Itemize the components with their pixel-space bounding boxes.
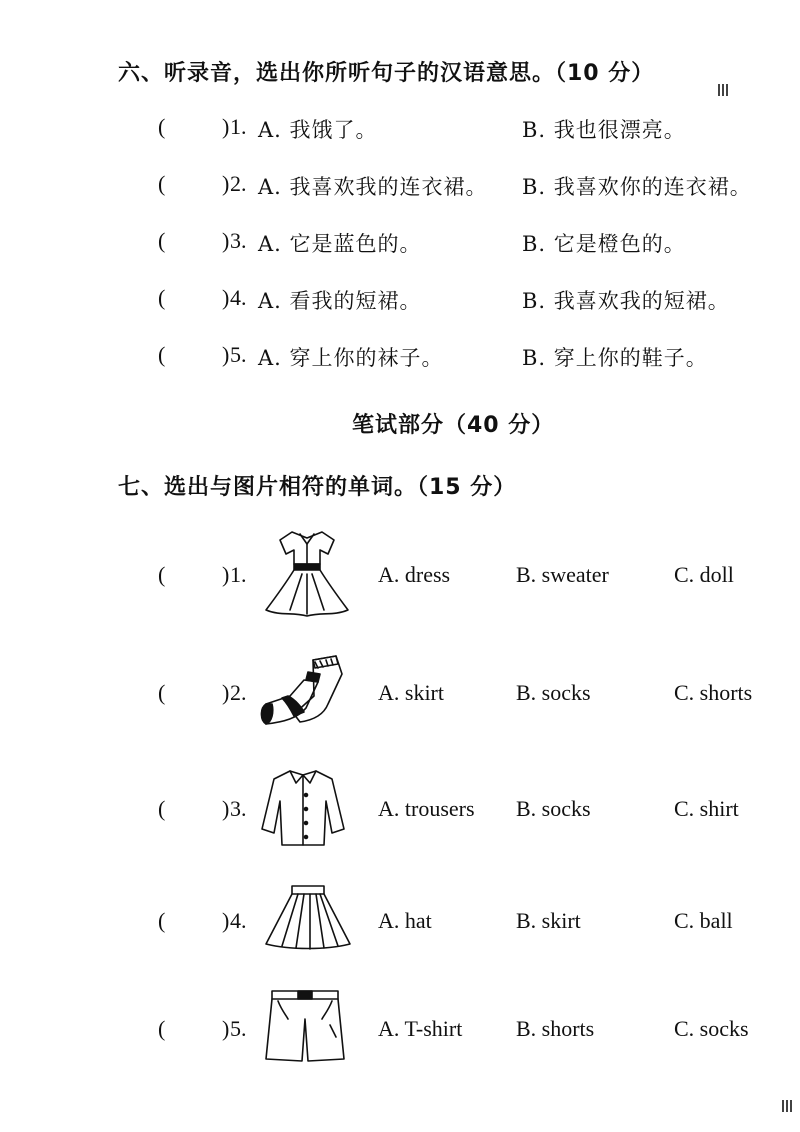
answer-paren-open[interactable]: (: [158, 796, 166, 821]
section6-title: 六、听录音，选出你所听句子的汉语意思。（10 分）: [118, 61, 655, 86]
option-a[interactable]: A. 它是蓝色的。: [258, 232, 422, 256]
question-number: 1.: [230, 114, 247, 139]
option-a[interactable]: A. 看我的短裙。: [258, 289, 422, 313]
option-b[interactable]: B. 穿上你的鞋子。: [522, 346, 708, 370]
qr-code-icon: [782, 1100, 794, 1112]
answer-paren-close: ): [222, 285, 230, 310]
option-b[interactable]: B. 它是橙色的。: [522, 232, 686, 256]
option-b[interactable]: B. shorts: [516, 1016, 595, 1041]
answer-paren-open[interactable]: (: [158, 680, 166, 705]
option-c[interactable]: C. socks: [674, 1016, 749, 1041]
answer-paren-open[interactable]: (: [158, 342, 166, 367]
question-number: 2.: [230, 680, 247, 705]
question-number: 4.: [230, 285, 247, 310]
question-number: 2.: [230, 171, 247, 196]
section7-title: 七、选出与图片相符的单词。（15 分）: [118, 475, 517, 500]
question-number: 1.: [230, 562, 247, 587]
option-c[interactable]: C. shorts: [674, 680, 753, 705]
answer-paren-open[interactable]: (: [158, 285, 166, 310]
question-number: 5.: [230, 1016, 247, 1041]
answer-paren-open[interactable]: (: [158, 908, 166, 933]
option-b[interactable]: B. 我也很漂亮。: [522, 118, 686, 142]
option-a[interactable]: A. T-shirt: [378, 1016, 463, 1041]
option-a[interactable]: A. skirt: [378, 680, 444, 705]
skirt-icon: [260, 880, 355, 959]
answer-paren-open[interactable]: (: [158, 562, 166, 587]
question-number: 3.: [230, 796, 247, 821]
question-number: 5.: [230, 342, 247, 367]
option-a[interactable]: A. hat: [378, 908, 432, 933]
shirt-icon: [258, 765, 348, 854]
option-b[interactable]: B. sweater: [516, 562, 609, 587]
option-b[interactable]: B. 我喜欢你的连衣裙。: [522, 175, 752, 199]
socks-icon: [258, 652, 353, 736]
option-c[interactable]: C. shirt: [674, 796, 739, 821]
option-b[interactable]: B. 我喜欢我的短裙。: [522, 289, 730, 313]
option-a[interactable]: A. trousers: [378, 796, 475, 821]
question-number: 3.: [230, 228, 247, 253]
shorts-icon: [258, 985, 353, 1074]
answer-paren-open[interactable]: (: [158, 228, 166, 253]
option-b[interactable]: B. skirt: [516, 908, 581, 933]
option-a[interactable]: A. 我饿了。: [258, 118, 378, 142]
option-b[interactable]: B. socks: [516, 680, 591, 705]
answer-paren-close: ): [222, 342, 230, 367]
answer-paren-open[interactable]: (: [158, 114, 166, 139]
answer-paren-close: ): [222, 114, 230, 139]
answer-paren-close: ): [222, 680, 230, 705]
option-b[interactable]: B. socks: [516, 796, 591, 821]
written-part-header: 笔试部分（40 分）: [352, 413, 555, 438]
option-a[interactable]: A. 我喜欢我的连衣裙。: [258, 175, 488, 199]
dress-icon: [262, 524, 352, 623]
answer-paren-open[interactable]: (: [158, 171, 166, 196]
answer-paren-close: ): [222, 562, 230, 587]
answer-paren-close: ): [222, 1016, 230, 1041]
option-a[interactable]: A. dress: [378, 562, 451, 587]
answer-paren-open[interactable]: (: [158, 1016, 166, 1041]
question-number: 4.: [230, 908, 247, 933]
option-c[interactable]: C. doll: [674, 562, 734, 587]
option-c[interactable]: C. ball: [674, 908, 733, 933]
option-a[interactable]: A. 穿上你的袜子。: [258, 346, 444, 370]
answer-paren-close: ): [222, 171, 230, 196]
answer-paren-close: ): [222, 228, 230, 253]
answer-paren-close: ): [222, 796, 230, 821]
answer-paren-close: ): [222, 908, 230, 933]
qr-code-icon: [718, 84, 730, 96]
